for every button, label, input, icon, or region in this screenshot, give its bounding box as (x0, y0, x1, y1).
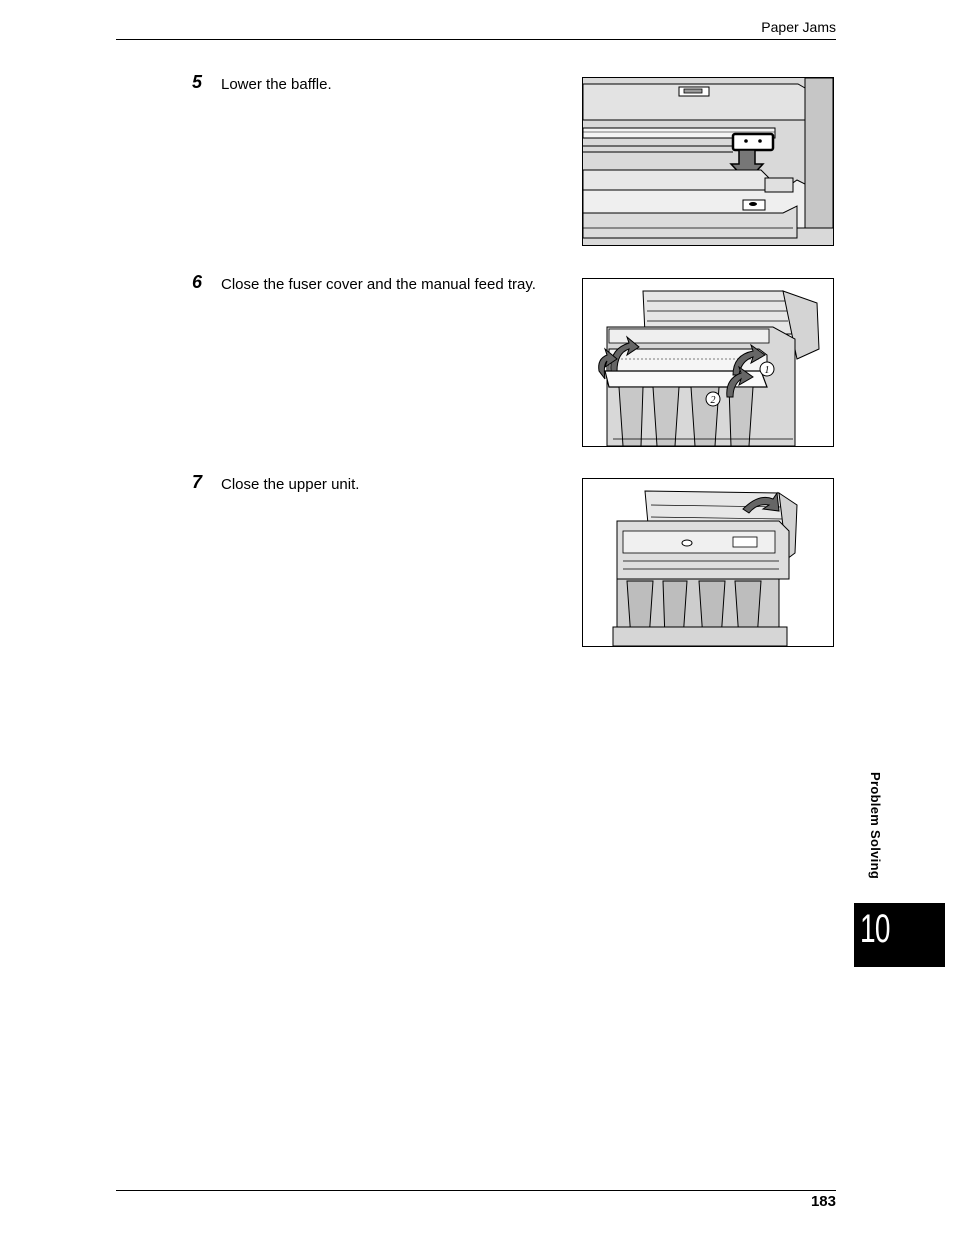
chapter-tab (854, 903, 945, 967)
callout-2-label: 2 (710, 395, 716, 406)
step-6-text: Close the fuser cover and the manual feed tray. (221, 276, 536, 293)
step-5-text: Lower the baffle. (221, 76, 332, 93)
figure-close-fuser-cover (582, 278, 834, 447)
header-rule (116, 39, 836, 40)
step-7-number: 7 (192, 472, 203, 492)
figure-close-upper-unit (582, 478, 834, 647)
footer-rule (116, 1190, 836, 1191)
step-5-number: 5 (192, 72, 203, 92)
step-6-number: 6 (192, 272, 203, 292)
running-header-title: Paper Jams (761, 19, 836, 35)
chapter-number: 10 (860, 907, 890, 951)
figure-lower-baffle (582, 77, 834, 246)
step-7-text: Close the upper unit. (221, 476, 360, 493)
callout-1-label: 1 (764, 365, 770, 376)
section-side-label: Problem Solving (868, 772, 883, 880)
page-number: 183 (810, 1193, 836, 1210)
